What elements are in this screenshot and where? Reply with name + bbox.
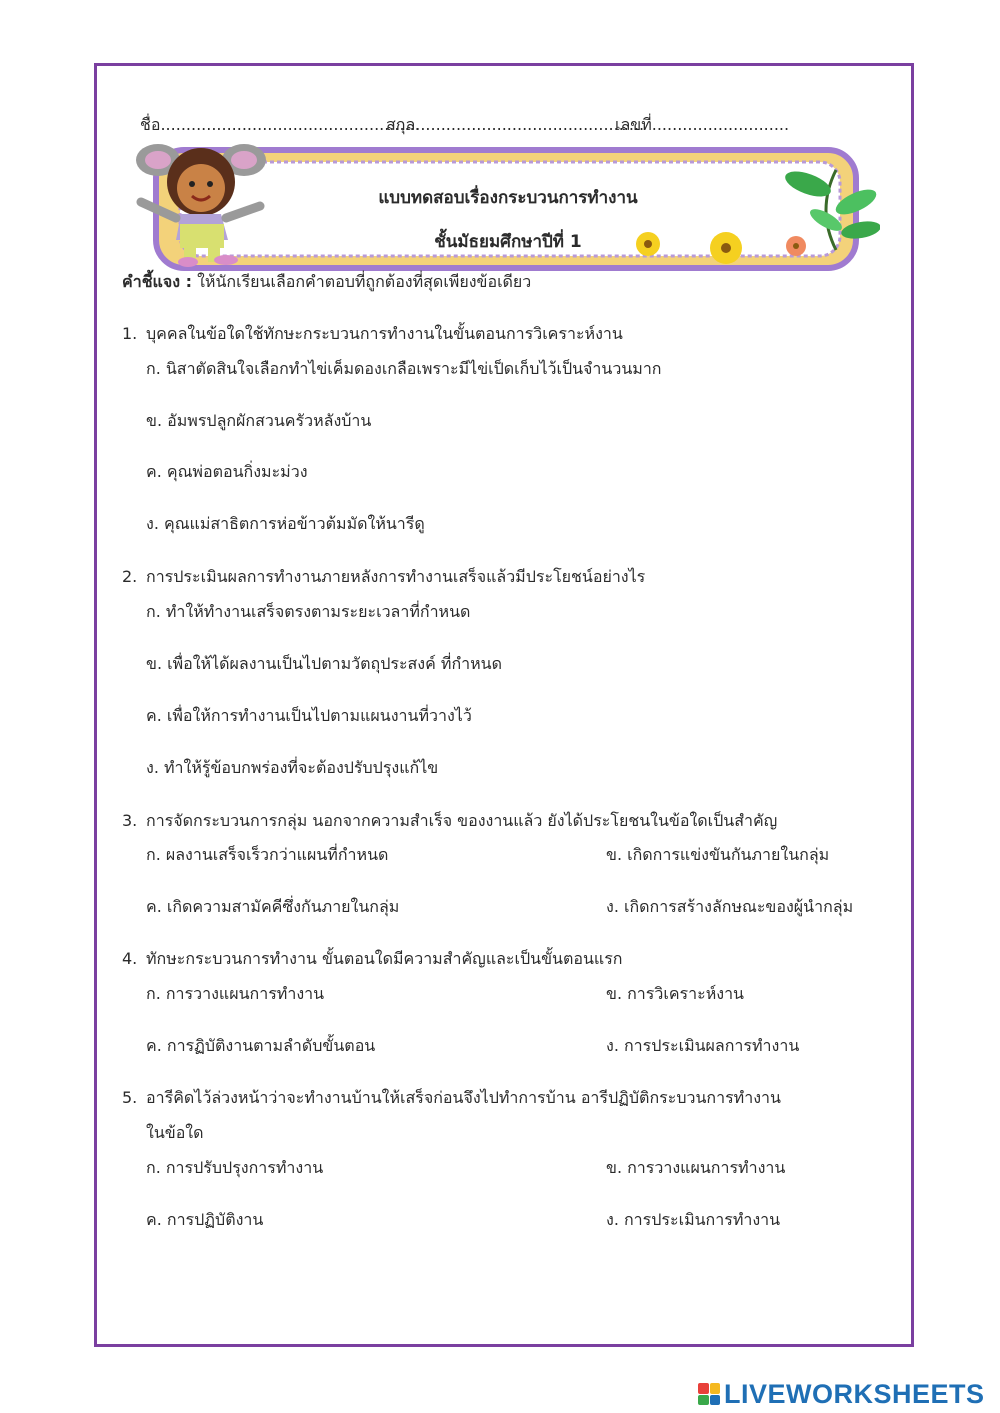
option-3d[interactable]: ง. เกิดการสร้างลักษณะของผู้นำกลุ่ม [606,897,854,916]
worksheet-title: แบบทดสอบเรื่องกระบวนการทำงาน [378,188,638,208]
option-1d[interactable]: ง. คุณแม่สาธิตการห่อข้าวต้มมัดให้นารีดู [146,514,425,533]
question-5-continued: ในข้อใด [146,1123,204,1142]
question-text: บุคคลในข้อใดใช้ทักษะกระบวนการทำงานในขั้นตอนการวิเคราะห์งาน [146,324,623,343]
surname-field-label: สกุล............................................. [386,115,645,134]
instructions-text: ให้นักเรียนเลือกคำตอบที่ถูกต้องที่สุดเพียงข้อเดียว [197,272,532,291]
option-4a[interactable]: ก. การวางแผนการทำงาน [146,984,325,1003]
option-1b[interactable]: ข. อัมพรปลูกผักสวนครัวหลังบ้าน [146,411,372,430]
question-text: การจัดกระบวนการกลุ่ม นอกจากความสำเร็จ ของงานแล้ว ยังได้ประโยชนในข้อใดเป็นสำคัญ [146,811,778,830]
instructions-label: คำชี้แจง : [122,272,193,291]
option-2d[interactable]: ง. ทำให้รู้ข้อบกพร่องที่จะต้องปรับปรุงแก้ไข [146,758,439,777]
option-5d[interactable]: ง. การประเมินการทำงาน [606,1210,781,1229]
option-5a[interactable]: ก. การปรับปรุงการทำงาน [146,1158,324,1177]
question-number: 1. [122,324,138,343]
option-2c[interactable]: ค. เพื่อให้การทำงานเป็นไปตามแผนงานที่วางไว้ [146,706,472,725]
question-number: 4. [122,949,138,968]
question-5 [122,1088,781,1108]
option-2b[interactable]: ข. เพื่อให้ได้ผลงานเป็นไปตามวัตถุประสงค์ ที่กำหนด [146,654,502,673]
title-banner [136,140,880,276]
option-4b[interactable]: ข. การวิเคราะห์งาน [606,984,744,1003]
option-3b[interactable]: ข. เกิดการแข่งขันกันภายในกลุ่ม [606,845,830,864]
question-text: อารีคิดไว้ล่วงหน้าว่าจะทำงานบ้านให้เสร็จก่อนจึงไปทำการบ้าน อารีปฏิบัติกระบวนการทำงาน [146,1088,781,1107]
name-field-label: ชื่อ................................................... [140,115,420,134]
worksheet-subtitle: ชั้นมัธยมศึกษาปีที่ 1 [434,232,582,252]
question-text: ทักษะกระบวนการทำงาน ขั้นตอนใดมีความสำคัญและเป็นขั้นตอนแรก [146,949,623,968]
option-5b[interactable]: ข. การวางแผนการทำงาน [606,1158,786,1177]
question-number: 5. [122,1088,138,1107]
question-number: 3. [122,811,138,830]
question-2 [122,567,645,587]
option-3c[interactable]: ค. เกิดความสามัคคีซึ่งกันภายในกลุ่ม [146,897,400,916]
option-4d[interactable]: ง. การประเมินผลการทำงาน [606,1036,800,1055]
liveworksheets-logo[interactable] [698,1378,985,1410]
question-3 [122,811,777,831]
question-1 [122,324,623,344]
option-3a[interactable]: ก. ผลงานเสร็จเร็วกว่าแผนที่กำหนด [146,845,389,864]
liveworksheets-logo-text: LIVEWORKSHEETS [724,1378,985,1409]
option-4c[interactable]: ค. การฏิบัติงานตามลำดับขั้นตอน [146,1036,376,1055]
question-4 [122,949,623,969]
question-number: 2. [122,567,138,586]
question-text: การประเมินผลการทำงานภายหลังการทำงานเสร็จแล้วมีประโยชน์อย่างไร [146,567,646,586]
option-5c[interactable]: ค. การปฏิบัติงาน [146,1210,264,1229]
number-field-label: เลขที่........................... [615,115,790,134]
instructions [122,272,531,292]
liveworksheets-logo-icon [698,1383,720,1405]
option-2a[interactable]: ก. ทำให้ทำงานเสร็จตรงตามระยะเวลาที่กำหนด [146,602,471,621]
option-1a[interactable]: ก. นิสาตัดสินใจเลือกทำไข่เค็มดองเกลือเพราะมีไข่เป็ดเก็บไว้เป็นจำนวนมาก [146,359,662,378]
option-1c[interactable]: ค. คุณพ่อตอนกิ่งมะม่วง [146,462,308,481]
